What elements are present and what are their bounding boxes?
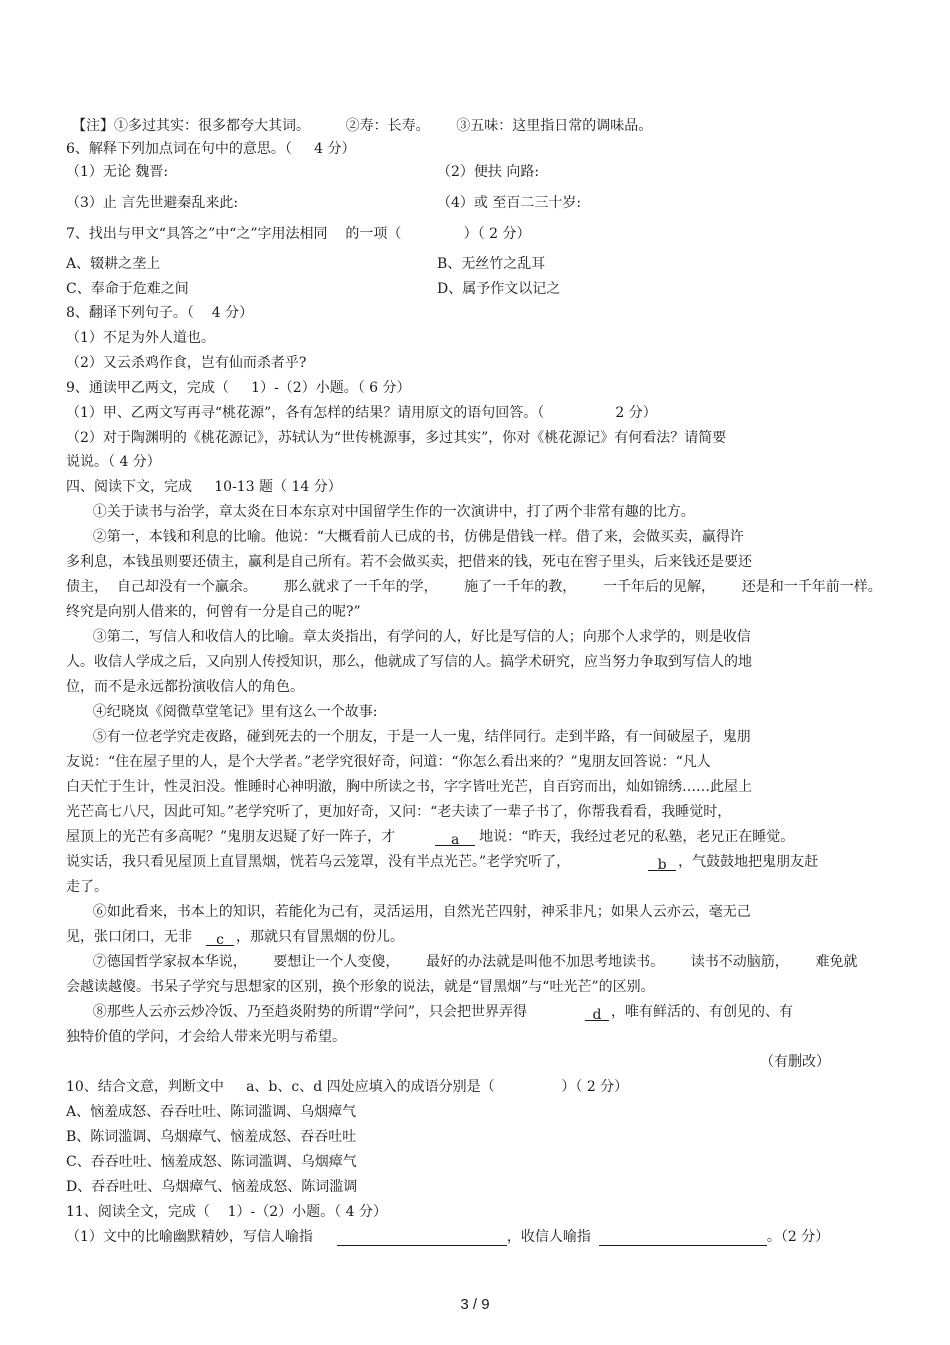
section-4-heading: 四、阅读下文，完成 10-13 题（ 14 分） <box>66 479 342 495</box>
text-segment: 说实话，我只看见屋顶上直冒黑烟，恍若乌云笼罩，没有半点光芒。”老学究听了， <box>66 854 571 870</box>
text-segment: （1）文中的比喻幽默精妙，写信人喻指 <box>66 1229 313 1245</box>
paragraph-2-line-4: 终究是向别人借来的，何曾有一分是自己的呢?” <box>66 604 361 620</box>
q7-option-a: A、辍耕之垄上 <box>66 256 161 272</box>
q6-item-1: （1）无论 魏晋: <box>66 164 169 180</box>
q10-option-d: D、吞吞吐吐、乌烟瘴气、恼羞成怒、陈词滥调 <box>66 1179 358 1195</box>
text-segment: 。（2 分） <box>766 1229 830 1245</box>
text-segment: ，那就只有冒黑烟的份儿。 <box>236 929 404 945</box>
q10-option-c: C、吞吞吐吐、恼羞成怒、陈词滥调、乌烟瘴气 <box>66 1154 357 1170</box>
paragraph-5-line-4: 光芒高七八尺，因此可知。”老学究听了，更加好奇，又问：“老夫读了一辈子书了，你帮我看看，我睡觉时， <box>66 804 732 820</box>
question-10: 10、结合文意，判断文中 a、b、c、d 四处应填入的成语分别是（ ）（ 2 分） <box>66 1079 629 1095</box>
q8-item-2: （2）又云杀鸡作食，岂有仙而杀者乎? <box>66 355 307 371</box>
text-segment: ，唯有鲜活的、有创见的、有 <box>611 1004 794 1020</box>
question-7: 7、找出与甲文“具答之”中“之”字用法相同 的一项（ ）（ 2 分） <box>66 226 531 242</box>
fill-blank-b: b <box>648 856 676 871</box>
paragraph-5-line-1: ⑤有一位老学究走夜路，碰到死去的一个朋友，于是一人一鬼，结伴同行。走到半路，有一间破屋子，鬼朋 <box>66 729 751 745</box>
q7-option-d: D、属予作文以记之 <box>437 281 561 297</box>
paragraph-8-line-2: 独特价值的学问，才会给人带来光明与希望。 <box>66 1029 346 1045</box>
paragraph-3-line-1: ③第二，写信人和收信人的比喻。章太炎指出，有学问的人，好比是写信的人；向那个人求学的，则是收信 <box>66 629 751 645</box>
text-segment: ，气鼓鼓地把鬼朋友赶 <box>678 854 819 870</box>
q7-option-c: C、奉命于危难之间 <box>66 281 189 297</box>
q6-item-4: （4）或 至百二三十岁: <box>437 195 582 211</box>
paragraph-7-line-2: 会越读越傻。书呆子学究与思想家的区别，换个形象的说法，就是“冒黑烟”与“吐光芒”的区别。 <box>66 979 655 995</box>
q10-option-b: B、陈词滥调、乌烟瘴气、恼羞成怒、吞吞吐吐 <box>66 1129 357 1145</box>
q11-item-1 <box>66 1228 829 1246</box>
paragraph-5-line-2: 友说：“住在屋子里的人，是个大学者。”老学究很好奇，问道：“你怎么看出来的？”鬼朋友回答说：“凡人 <box>66 754 711 770</box>
note-line: 【注】①多过其实：很多都夸大其词。 ②寿：长寿。 ③五味：这里指日常的调味品。 <box>72 118 653 134</box>
question-8: 8、翻译下列句子。（ 4 分） <box>66 305 254 321</box>
q6-item-3: （3）止 言先世避秦乱来此: <box>66 195 239 211</box>
paragraph-7-line-1: ⑦德国哲学家叔本华说， 要想让一个人变傻， 最好的办法就是叫他不加思考地读书。 读书不动脑筋， 难免就 <box>66 954 858 970</box>
fill-blank-c: c <box>206 931 234 946</box>
question-11: 11、阅读全文，完成（ 1）-（2）小题。（ 4 分） <box>66 1204 387 1220</box>
paragraph-3-line-2: 人。收信人学成之后，又向别人传授知识，那么，他就成了写信的人。搞学术研究，应当努力争取到写信人的地 <box>66 654 752 670</box>
answer-blank-writer <box>337 1231 507 1246</box>
fill-blank-a: a <box>435 831 475 846</box>
q7-option-b: B、无丝竹之乱耳 <box>437 256 546 272</box>
paragraph-2-line-1: ②第一，本钱和利息的比喻。他说：“大概看前人已成的书，仿佛是借钱一样。借了来，会做买卖，赢得许 <box>66 529 744 545</box>
paragraph-6-line-2 <box>66 928 404 946</box>
fill-blank-d: d <box>585 1006 609 1021</box>
paragraph-8-line-1 <box>66 1003 793 1021</box>
source-note: （有删改） <box>760 1054 830 1070</box>
q9-item-1: （1）甲、乙两文写再寻“桃花源”，各有怎样的结果？请用原文的语句回答。（ 2 分） <box>66 405 657 421</box>
q6-item-2: （2）便扶 向路: <box>437 164 540 180</box>
q9-item-2: （2）对于陶渊明的《桃花源记》，苏轼认为“世传桃源事，多过其实”，你对《桃花源记》有何看法？请简要 <box>66 430 727 446</box>
paragraph-2-line-2: 多利息，本钱虽则要还债主，赢利是自己所有。若不会做买卖，把借来的钱，死屯在窖子里头，后来钱还是要还 <box>66 554 752 570</box>
question-6: 6、解释下列加点词在句中的意思。（ 4 分） <box>66 141 356 157</box>
text-segment: ⑧那些人云亦云炒冷饭、乃至趋炎附势的所谓“学问”，只会把世界弄得 <box>66 1004 528 1020</box>
paragraph-5-line-3: 白天忙于生计，性灵汩没。惟睡时心神明澈，胸中所读之书，字字皆吐光芒，自百窍而出，灿如锦绣……此屋上 <box>66 779 752 795</box>
text-segment: 屋顶上的光芒有多高呢？”鬼朋友迟疑了好一阵子，才 <box>66 829 396 845</box>
paragraph-6-line-1: ⑥如此看来，书本上的知识，若能化为己有，灵活运用，自然光芒四射，神采非凡；如果人云亦云，毫无己 <box>66 904 751 920</box>
text-segment: 地说：“昨天，我经过老兄的私塾，老兄正在睡觉。 <box>479 829 795 845</box>
text-segment: 见，张口闭口，无非 <box>66 929 192 945</box>
paragraph-1: ①关于读书与治学，章太炎在日本东京对中国留学生作的一次演讲中，打了两个非常有趣的比方。 <box>66 504 695 520</box>
paragraph-3-line-3: 位，而不是永远都扮演收信人的角色。 <box>66 679 304 695</box>
paragraph-5-line-7: 走了。 <box>66 879 108 895</box>
q9-item-2-cont: 说说。（ 4 分） <box>66 454 161 470</box>
q10-option-a: A、恼羞成怒、吞吞吐吐、陈词滥调、乌烟瘴气 <box>66 1104 357 1120</box>
paragraph-5-line-5 <box>66 828 794 846</box>
answer-blank-receiver <box>599 1231 767 1246</box>
paragraph-2-line-3: 债主， 自己却没有一个赢余。 那么就求了一千年的学， 施了一千年的教， 一千年后的见解， 还是和一千年前一样。 <box>66 579 882 595</box>
text-segment: ，收信人喻指 <box>506 1229 591 1245</box>
paragraph-5-line-6 <box>66 853 818 871</box>
question-9: 9、通读甲乙两文，完成（ 1）-（2）小题。（ 6 分） <box>66 380 411 396</box>
paragraph-4: ④纪晓岚《阅微草堂笔记》里有这么一个故事: <box>66 704 378 720</box>
page-number: 3 / 9 <box>460 1296 490 1313</box>
q8-item-1: （1）不足为外人道也。 <box>66 330 215 346</box>
